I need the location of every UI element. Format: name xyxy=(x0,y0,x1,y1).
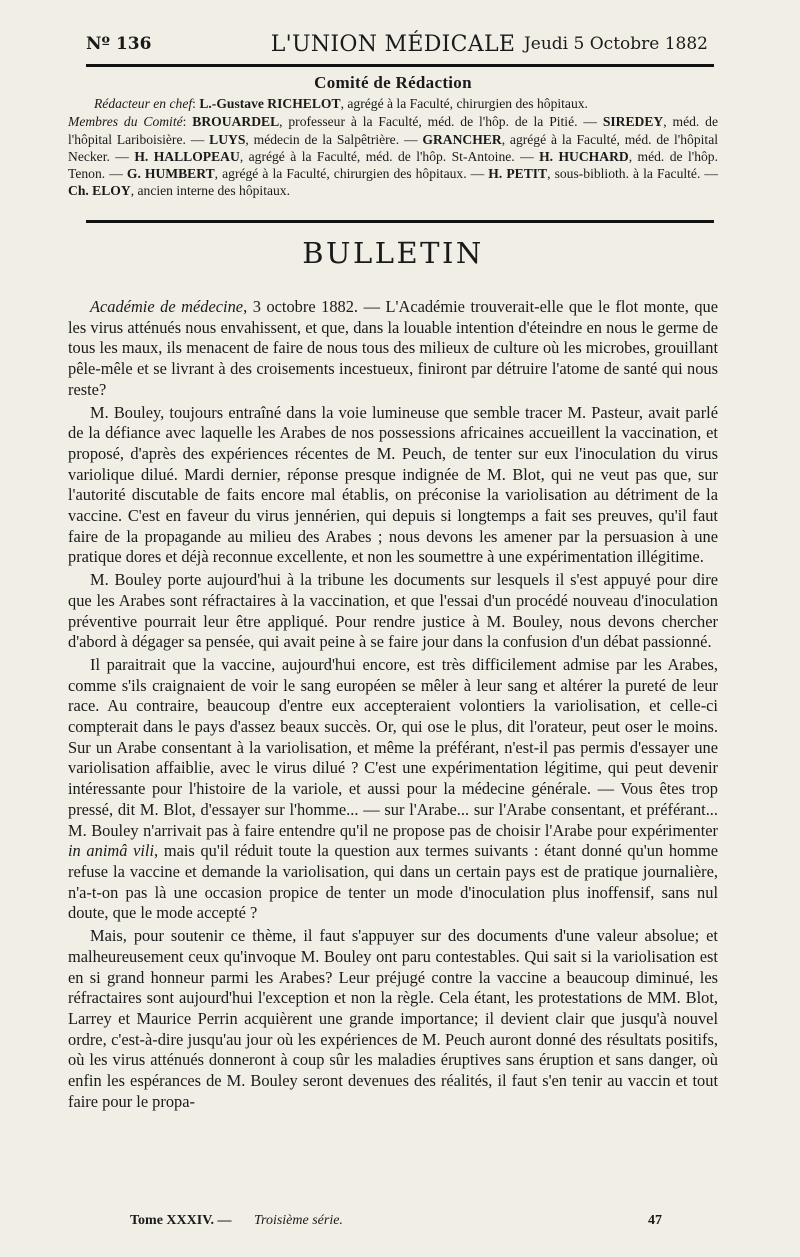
tome-label: Tome XXXIV. — xyxy=(130,1213,232,1228)
member-name: GRANCHER xyxy=(422,131,502,147)
member-name: H. PETIT xyxy=(488,166,548,182)
header-rule xyxy=(86,64,714,67)
editorial-committee xyxy=(68,74,718,200)
editor-label: Rédacteur en chef xyxy=(94,96,193,112)
editor-in-chief: Rédacteur en chef: L.-Gustave RICHELOT, agrégé à la Faculté, chirurgien des hôpitaux. xyxy=(94,96,588,112)
member-desc: , agrégé à la Faculté, chirurgien des hôpitaux. — xyxy=(214,166,489,182)
signature-mark: 47 xyxy=(648,1213,662,1228)
article-paragraph: Académie de médecine, 3 octobre 1882. — L'Académie trouverait-elle que le flot monte, que les virus atténués nous envahissent, et que, dans la louable intention d'éteindre en nous le germe de tous les maux, ils menacent de faire de nous tous des milieux de culture où les microbes, grouillant pêle-mêle et se livrant à des croisements incestueux, finiront par détruire l'atome de santé qui nous reste? xyxy=(68,297,718,399)
article-paragraph: Mais, pour soutenir ce thème, il faut s'appuyer sur des documents d'une valeur absolue; et malheureusement ceux qu'invoque M. Bouley ont paru contestables. Qui sait si la variolisation est en si grand honneur parmi les Arabes? Leur préjugé contre la vaccine a beaucoup diminué, les réfractaires sont aujourd'hui l'exception et non la règle. Cela étant, les protestations de MM. Blot, Larrey et Maurice Perrin acquièrent une grande importance; il devient clair que jusqu'à nouvel ordre, c'est-à-dire jusqu'au jour où les expériences de M. Peuch auront donné des résultats positifs, où les virus atténués donneront à coup sûr les maladies éruptives sans éruption et sans danger, où enfin les espérances de M. Bouley seront devenues des réalités, il faut s'en tenir au vaccin et tout faire pour le propa- xyxy=(68,926,718,1111)
issue-number: Nº 136 xyxy=(86,34,152,54)
member-name: BROUARDEL xyxy=(192,114,280,130)
member-desc: , méd. de l'hôpital Lariboisière. — xyxy=(68,114,718,147)
members-label: Membres du Comité xyxy=(68,114,183,130)
member-name: Ch. ELOY xyxy=(68,183,131,199)
article-paragraph: Il paraitrait que la vaccine, aujourd'hui encore, est très difficilement admise par les Arabes, comme s'ils craignaient de voir le sang européen se mêler à leur sang et altérer la pureté de leur race. Au contraire, beaucoup d'entre eux accepteraient volontiers la variolisation, et celle-ci compterait dans le pays d'assez beaux succès. Or, qui ose le plus, dit l'orateur, peut oser le moins. Sur un Arabe consentant à la variolisation, et même la préférant, n'est-il pas permis d'essayer une variolisation affaiblie, avec le virus dilué ? C'est une expérimentation légitime, qui peut devenir intéressante pour l'histoire de la variole, et aussi pour la médecine générale. — Vous êtes trop pressé, dit M. Blot, d'essayer sur l'homme... — sur l'Arabe... sur l'Arabe consentant, et préférant... M. Bouley n'arrivait pas à faire entendre qu'il ne propose pas de choisir l'Arabe pour expérimenter in animâ vili, mais qu'il réduit toute la question aux termes suivants : étant donné qu'un homme refuse la vaccine et demande la variolisation, qui dans un certain pays est de pratique journalière, n'a-t-on pas là une occasion propice de tenter un mode d'inoculation plus inoffensif, sans nul doute, que le mode accepté ? xyxy=(68,654,718,923)
section-title: BULLETIN xyxy=(302,236,484,270)
member-name: G. HUMBERT xyxy=(126,166,215,182)
member-desc: , méd. de l'hôp. Tenon. — xyxy=(68,148,718,182)
journal-title: L'UNION MÉDICALE xyxy=(270,32,516,57)
committee-title: Comité de Rédaction xyxy=(314,73,472,92)
editor-name: L.-Gustave RICHELOT xyxy=(199,96,341,112)
article-body xyxy=(68,297,718,1114)
journal-page xyxy=(68,0,718,1257)
section-rule xyxy=(86,220,714,223)
article-paragraph: M. Bouley porte aujourd'hui à la tribune les documents sur lesquels il s'est appuyé pour dire que les Arabes sont réfractaires à la vaccination, et que l'essai d'un procédé nouveau d'inoculation préventive pourrait leur être appliqué. Pour rendre justice à M. Bouley, nous devons chercher d'abord à dégager sa pensée, qui avait peine à se faire jour dans la confusion d'un débat passionné. xyxy=(68,570,718,652)
member-desc: , sous-biblioth. à la Faculté. — xyxy=(547,166,719,182)
member-desc: , agrégé à la Faculté, méd. de l'hôpital Necker. — xyxy=(68,131,719,164)
member-desc: , médecin de la Salpêtrière. — xyxy=(245,131,423,147)
member-name: SIREDEY xyxy=(602,114,664,130)
latin-phrase: in animâ vili xyxy=(68,841,155,861)
article-lead-venue: Académie de médecine xyxy=(90,297,244,316)
issue-date: Jeudi 5 Octobre 1882 xyxy=(523,34,708,54)
member-desc: , professeur à la Faculté, méd. de l'hôp. de la Pitié. — xyxy=(279,114,603,130)
member-name: H. HUCHARD xyxy=(539,148,629,164)
member-name: LUYS xyxy=(209,131,246,147)
member-name: H. HALLOPEAU xyxy=(134,148,240,164)
member-desc: , agrégé à la Faculté, méd. de l'hôp. St-Antoine. — xyxy=(239,148,540,164)
committee-members: Membres du Comité: BROUARDEL, professeur à la Faculté, méd. de l'hôp. de la Pitié. — SIREDEY, méd. de l'hôpital Lariboisière. — LUYS, médecin de la Salpêtrière. — GRANCHER, agrégé à la Faculté, méd. de l'hôpital Necker. — H. HALLOPEAU, agrégé à la Faculté, méd. de l'hôp. St-Antoine. — H. HUCHARD, méd. de l'hôp. Tenon. — G. HUMBERT, agrégé à la Faculté, chirurgien des hôpitaux. — H. PETIT, sous-biblioth. à la Faculté. — Ch. ELOY, ancien interne des hôpitaux. xyxy=(68,114,719,199)
article-paragraph: M. Bouley, toujours entraîné dans la voie lumineuse que semble tracer M. Pasteur, avait parlé de la défiance avec laquelle les Arabes de nos possessions africaines accueillent la vaccination, et proposé, d'après des expériences récentes de M. Peuch, de tenter sur eux l'inoculation du virus variolique dilué. Mardi dernier, réponse presque indignée de M. Blot, qui ne veut pas que, sur l'autorité discutable de faits encore mal établis, on préconise la variolisation au détriment de la vaccine. C'est en faveur du virus jennérien, qui depuis si longtemps a fait ses preuves, qu'il faut faire de la propagande au milieu des Arabes ; nous devons les amener par la persuasion à une pratique dores et déjà reconnue excellente, et non les soumettre à une expérimentation illégitime. xyxy=(68,402,718,567)
series-label: Troisième série. xyxy=(254,1213,343,1228)
page-footer xyxy=(68,1213,718,1233)
article-lead-date: , 3 octobre 1882. xyxy=(243,297,359,316)
member-desc: , ancien interne des hôpitaux. xyxy=(130,183,290,199)
page-header xyxy=(68,32,718,62)
editor-desc: , agrégé à la Faculté, chirurgien des hôpitaux. xyxy=(340,96,588,112)
